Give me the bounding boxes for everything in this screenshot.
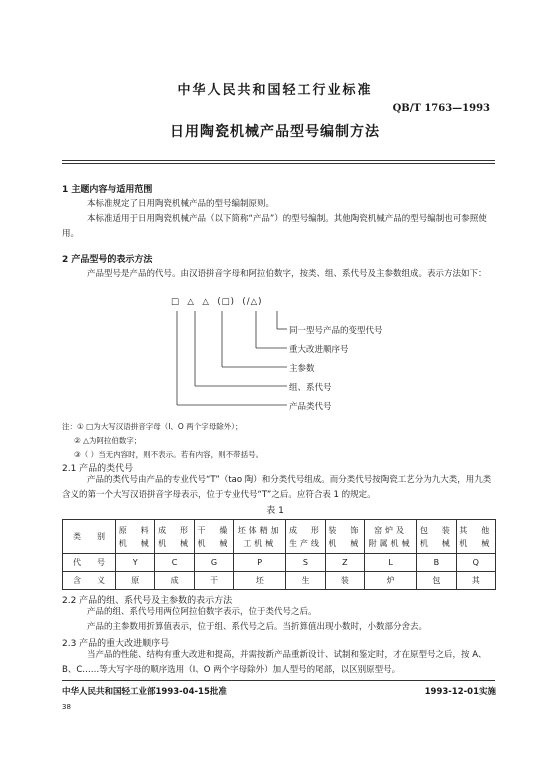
table-cell-meaning: 坯 [234,572,286,590]
table-cell-name: 干 燥 机 械 [194,520,233,554]
section-2-para-1: 产品型号是产品的代号。由汉语拼音字母和阿拉伯数字，按类、组、系代号及主参数组成。表示方法如下： [87,269,487,279]
notation-symbols: □ △ △ (□) (/△) [171,297,263,307]
section-2-2-para-1: 产品的组、系代号用两位阿拉伯数字表示，位于类代号之后。 [87,607,317,617]
table-row-code [63,554,496,572]
table-cell-name: 其 他 机 械 [456,520,496,554]
section-2-3-heading: 2.3 产品的重大改进顺序号 [62,639,170,649]
table-cell-name: 成 形 生产线 [286,520,325,554]
table-cell-code: L [365,554,417,572]
section-2-heading: 2 产品型号的表示方法 [62,255,153,265]
table-1 [62,519,496,590]
table-cell-meaning: 炉 [365,572,417,590]
label-category-code: 产品类代号 [289,402,332,412]
label-group-series-code: 组、系代号 [289,383,332,393]
table-cell-meaning: 生 [286,572,325,590]
label-improvement-number: 重大改进顺序号 [289,345,349,355]
section-2-1-heading: 2.1 产品的类代号 [62,464,134,474]
table-cell-meaning: 成 [155,572,194,590]
table-cell-code: Q [456,554,496,572]
section-1-para-1: 本标准规定了日用陶瓷机械产品的型号编制原则。 [87,199,275,209]
table-cell-meaning: 装 [325,572,364,590]
title-rule-2 [62,163,495,164]
table-cell-meaning: 干 [194,572,233,590]
table-1-caption: 表 1 [266,506,284,516]
issuer-heading: 中华人民共和国轻工行业标准 [177,83,373,98]
table-cell-meaning: 原 [116,572,155,590]
table-row-meaning [63,572,496,590]
footer-rule [62,680,495,681]
model-notation-diagram [165,297,465,412]
standard-code: QB/T 1763—1993 [392,103,490,114]
note-3: ③（ ）当无内容时，则不表示。若有内容，则不带括号。 [74,450,264,459]
section-1-para-2: 本标准适用于日用陶瓷机械产品（以下简称“产品”）的型号编制。其他陶瓷机械产品的型号编制也可参照使用。 [62,214,487,239]
table-cell-name: 坯体精加 工机械 [234,520,286,554]
table-row-category [63,520,496,554]
page-number: 38 [62,703,71,711]
note-1: 注：① □为大写汉语拼音字母（I、O 两个字母除外）； [62,422,243,431]
table-cell-code: Z [325,554,364,572]
table-cell-name: 包 装 机 械 [417,520,456,554]
document-title: 日用陶瓷机械产品型号编制方法 [170,124,380,140]
table-cell-name: 窑炉及 附属机械 [365,520,417,554]
table-cell-code: S [286,554,325,572]
section-2-1-para: 产品的类代号由产品的专业代号“T”（tao 陶）和分类代号组成。而分类代号按陶瓷工艺分为九大类，用九类含义的第一个大写汉语拼音字母表示，位于专业代号“T”之后。应符合表 1 的规定。 [62,475,492,500]
table-cell-code: B [417,554,456,572]
table-cell-code: G [194,554,233,572]
section-2-2-para-2: 产品的主参数用折算值表示，位于组、系代号之后。当折算值出现小数时，小数部分舍去。 [87,622,428,632]
effective-date: 1993-12-01实施 [424,687,496,697]
approval-note: 中华人民共和国轻工业部1993-04-15批准 [62,687,227,697]
title-rule [62,160,495,161]
table-cell-name: 装 饰 机 械 [325,520,364,554]
table-cell-code: Y [116,554,155,572]
row-label-category: 类 别 [63,520,116,554]
table-cell-meaning: 其 [456,572,496,590]
table-cell-code: P [234,554,286,572]
section-2-2-heading: 2.2 产品的组、系代号及主参数的表示方法 [62,596,233,606]
table-cell-name: 原 料 机 械 [116,520,155,554]
label-main-parameter: 主参数 [289,364,315,374]
row-label-meaning: 含 义 [63,572,116,590]
table-cell-meaning: 包 [417,572,456,590]
note-2: ② △为阿拉伯数字； [74,436,142,445]
label-variant-code: 同一型号产品的变型代号 [289,326,383,336]
section-1-heading: 1 主题内容与适用范围 [62,185,153,195]
table-cell-name: 成 形 机 械 [155,520,194,554]
row-label-code: 代 号 [63,554,116,572]
section-2-3-para: 当产品的性能、结构有重大改进和提高，并需按新产品重新设计、试制和鉴定时，才在原型号之后，按 A、B、C……等大写字母的顺序选用（I、O 两个字母除外）加人型号的尾部，以区别原型号。 [62,650,487,675]
table-cell-code: C [155,554,194,572]
